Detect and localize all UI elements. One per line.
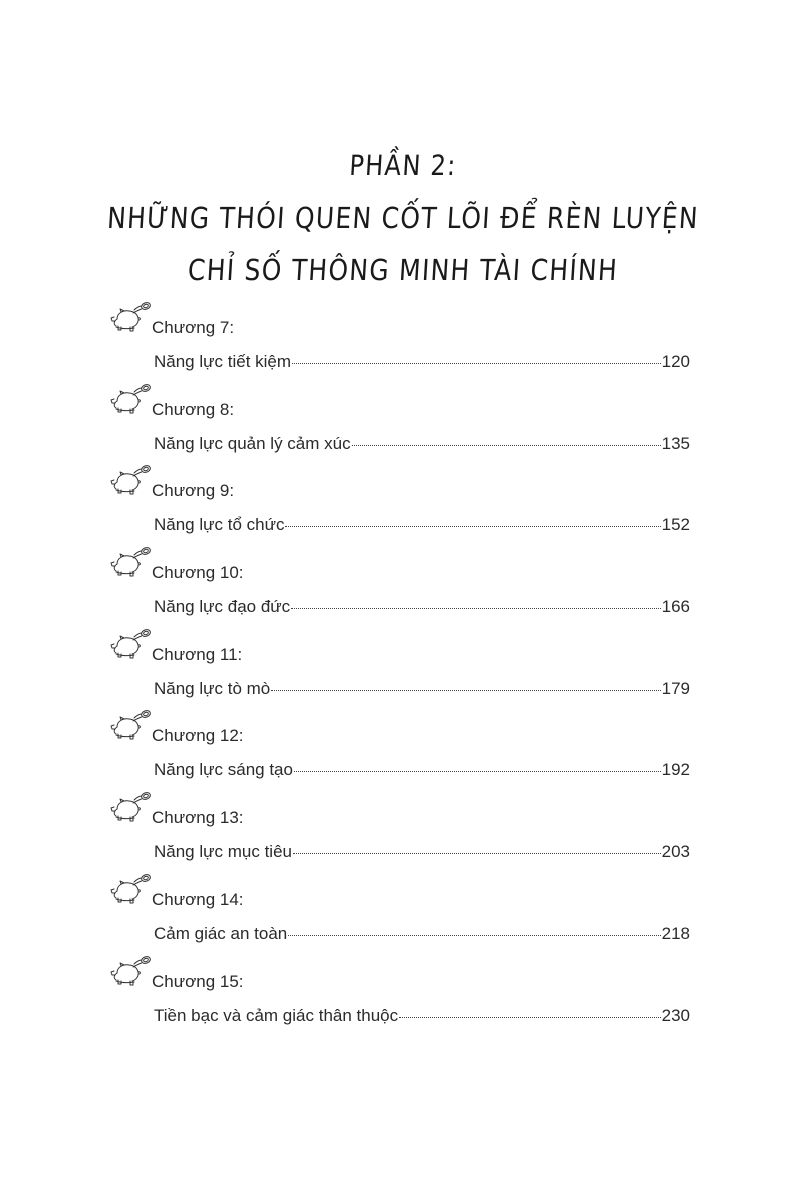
- page-number: 120: [661, 352, 690, 371]
- toc-entry: [108, 541, 690, 623]
- toc-entry: [108, 459, 690, 541]
- chapter-title: Năng lực đạo đức: [154, 597, 291, 617]
- chapter-label: Chương 9:: [152, 481, 235, 501]
- toc-entry: [108, 623, 690, 705]
- toc-entry: [108, 296, 690, 378]
- toc-link[interactable]: [154, 924, 690, 944]
- chapter-label: Chương 8:: [152, 399, 235, 419]
- page-number: 152: [661, 515, 690, 535]
- chapter-title: Năng lực quản lý cảm xúc: [154, 433, 351, 453]
- part-heading-line-1: NHỮNG THÓI QUEN CỐT LÕI ĐỂ RÈN LUYỆN: [106, 201, 700, 235]
- part-number: PHẦN 2:: [348, 149, 458, 182]
- chapter-title: Năng lực mục tiêu: [154, 842, 292, 862]
- chapter-title: Năng lực tổ chức: [154, 515, 285, 535]
- toc-link[interactable]: [154, 1006, 690, 1026]
- page-number: 166: [661, 597, 690, 617]
- piggy-bank-coin-icon: [108, 300, 152, 336]
- piggy-bank-coin-icon: [108, 463, 152, 499]
- chapter-label: Chương 12:: [152, 726, 244, 746]
- chapter-label: Chương 14:: [152, 889, 244, 909]
- toc-link[interactable]: [154, 515, 690, 535]
- piggy-bank-coin-icon: [108, 954, 152, 990]
- dot-leader: [291, 607, 660, 609]
- toc-entry: [108, 704, 690, 786]
- dot-leader: [288, 934, 660, 936]
- chapter-label: Chương 10:: [152, 563, 244, 583]
- page-number: 179: [661, 678, 690, 698]
- dot-leader: [352, 444, 661, 446]
- part-heading-line-2: CHỈ SỐ THÔNG MINH TÀI CHÍNH: [186, 253, 620, 287]
- piggy-bank-coin-icon: [108, 872, 152, 908]
- chapter-title: Năng lực tò mò: [154, 678, 271, 698]
- toc-link[interactable]: [154, 434, 690, 454]
- page-number: 218: [661, 923, 690, 943]
- toc-link[interactable]: [154, 352, 690, 372]
- chapter-label: Chương 15:: [152, 971, 244, 991]
- page-number: 230: [661, 1005, 690, 1025]
- chapter-title: Tiền bạc và cảm giác thân thuộc: [154, 1005, 399, 1025]
- toc-link[interactable]: [154, 597, 690, 617]
- dot-leader: [285, 525, 660, 527]
- piggy-bank-coin-icon: [108, 627, 152, 663]
- toc-link[interactable]: [154, 679, 690, 699]
- table-of-contents: [108, 296, 690, 1031]
- chapter-title: Cảm giác an toàn: [154, 923, 288, 943]
- dot-leader: [292, 362, 661, 364]
- piggy-bank-coin-icon: [108, 708, 152, 744]
- piggy-bank-coin-icon: [108, 545, 152, 581]
- chapter-label: Chương 7:: [152, 318, 235, 337]
- chapter-label: Chương 11:: [152, 644, 243, 664]
- toc-entry: [108, 786, 690, 868]
- toc-entry: [108, 378, 690, 460]
- dot-leader: [399, 1016, 661, 1018]
- toc-entry: [108, 868, 690, 950]
- toc-link[interactable]: [154, 760, 690, 780]
- piggy-bank-coin-icon: [108, 382, 152, 418]
- page-number: 203: [661, 842, 690, 862]
- dot-leader: [271, 689, 660, 691]
- part-title: [0, 140, 806, 296]
- chapter-label: Chương 13:: [152, 808, 244, 828]
- piggy-bank-coin-icon: [108, 790, 152, 826]
- toc-entry: [108, 950, 690, 1032]
- dot-leader: [293, 852, 661, 854]
- page-number: 192: [661, 760, 690, 780]
- page-number: 135: [661, 433, 690, 453]
- toc-link[interactable]: [154, 842, 690, 862]
- dot-leader: [294, 770, 661, 772]
- chapter-title: Năng lực sáng tạo: [154, 760, 293, 780]
- chapter-title: Năng lực tiết kiệm: [154, 352, 292, 371]
